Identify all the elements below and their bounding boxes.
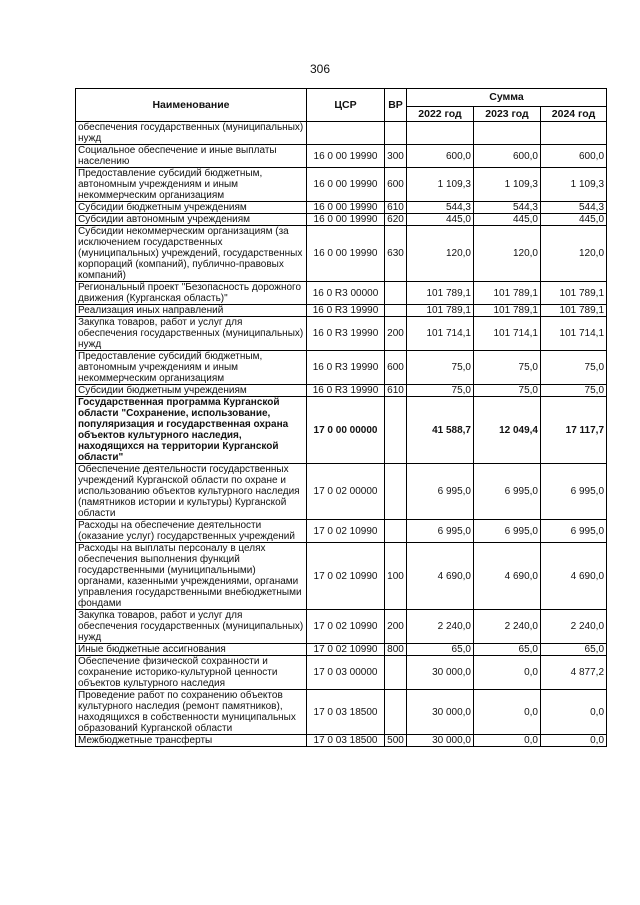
row-2023-cell: 6 995,0 bbox=[474, 464, 541, 520]
row-name-cell: Иные бюджетные ассигнования bbox=[76, 644, 307, 656]
header-2022: 2022 год bbox=[407, 107, 474, 122]
row-vr-cell: 630 bbox=[385, 226, 407, 282]
table-row bbox=[76, 351, 607, 385]
row-name-cell: Государственная программа Курганской области "Сохранение, использование, популяризация и государственная охрана объектов культурного наследия, находящихся на территории Курганской области" bbox=[76, 397, 307, 464]
row-2022-cell: 101 714,1 bbox=[407, 317, 474, 351]
row-csr-cell: 17 0 02 10990 bbox=[307, 610, 385, 644]
row-vr-cell: 100 bbox=[385, 543, 407, 610]
row-2022-cell: 600,0 bbox=[407, 145, 474, 168]
row-2022-cell: 120,0 bbox=[407, 226, 474, 282]
row-vr-cell: 600 bbox=[385, 168, 407, 202]
table-row bbox=[76, 214, 607, 226]
row-vr-cell: 600 bbox=[385, 351, 407, 385]
row-csr-cell: 16 0 00 19990 bbox=[307, 214, 385, 226]
header-2024: 2024 год bbox=[541, 107, 607, 122]
row-2023-cell: 12 049,4 bbox=[474, 397, 541, 464]
row-csr-cell: 16 0 00 19990 bbox=[307, 168, 385, 202]
table-row bbox=[76, 464, 607, 520]
row-2023-cell: 600,0 bbox=[474, 145, 541, 168]
row-csr-cell: 17 0 02 10990 bbox=[307, 520, 385, 543]
row-vr-cell bbox=[385, 690, 407, 735]
table-row bbox=[76, 520, 607, 543]
row-2022-cell: 101 789,1 bbox=[407, 305, 474, 317]
row-2024-cell: 75,0 bbox=[541, 385, 607, 397]
row-csr-cell: 16 0 R3 19990 bbox=[307, 351, 385, 385]
row-2023-cell: 1 109,3 bbox=[474, 168, 541, 202]
row-2024-cell: 17 117,7 bbox=[541, 397, 607, 464]
table-row bbox=[76, 202, 607, 214]
row-2023-cell: 75,0 bbox=[474, 385, 541, 397]
row-2022-cell: 1 109,3 bbox=[407, 168, 474, 202]
row-2023-cell: 2 240,0 bbox=[474, 610, 541, 644]
header-name: Наименование bbox=[76, 89, 307, 122]
table-row bbox=[76, 656, 607, 690]
table-row bbox=[76, 543, 607, 610]
row-csr-cell: 16 0 R3 19990 bbox=[307, 385, 385, 397]
row-2024-cell: 6 995,0 bbox=[541, 520, 607, 543]
header-2023: 2023 год bbox=[474, 107, 541, 122]
row-2024-cell: 445,0 bbox=[541, 214, 607, 226]
row-2022-cell bbox=[407, 122, 474, 145]
table-row bbox=[76, 317, 607, 351]
table-row bbox=[76, 690, 607, 735]
row-2024-cell: 0,0 bbox=[541, 735, 607, 747]
row-2023-cell: 101 789,1 bbox=[474, 282, 541, 305]
row-csr-cell: 16 0 R3 00000 bbox=[307, 282, 385, 305]
table-row bbox=[76, 122, 607, 145]
row-2024-cell: 101 789,1 bbox=[541, 305, 607, 317]
row-vr-cell bbox=[385, 520, 407, 543]
row-csr-cell: 17 0 03 00000 bbox=[307, 656, 385, 690]
table-body bbox=[76, 122, 607, 747]
row-vr-cell bbox=[385, 305, 407, 317]
table-row bbox=[76, 735, 607, 747]
table-row bbox=[76, 282, 607, 305]
row-2024-cell: 4 877,2 bbox=[541, 656, 607, 690]
table-row bbox=[76, 385, 607, 397]
row-name-cell: Обеспечение физической сохранности и сохранение историко-культурной ценности объектов культурного наследия bbox=[76, 656, 307, 690]
row-name-cell: обеспечения государственных (муниципальных) нужд bbox=[76, 122, 307, 145]
table-row bbox=[76, 397, 607, 464]
row-vr-cell: 610 bbox=[385, 202, 407, 214]
row-2022-cell: 65,0 bbox=[407, 644, 474, 656]
row-2023-cell: 0,0 bbox=[474, 735, 541, 747]
row-vr-cell: 620 bbox=[385, 214, 407, 226]
row-vr-cell: 610 bbox=[385, 385, 407, 397]
row-csr-cell: 16 0 00 19990 bbox=[307, 202, 385, 214]
row-2024-cell: 101 714,1 bbox=[541, 317, 607, 351]
table-row bbox=[76, 610, 607, 644]
table-row bbox=[76, 644, 607, 656]
row-vr-cell: 200 bbox=[385, 610, 407, 644]
row-2023-cell: 101 789,1 bbox=[474, 305, 541, 317]
header-sum: Сумма bbox=[407, 89, 607, 107]
row-2024-cell: 4 690,0 bbox=[541, 543, 607, 610]
row-csr-cell: 17 0 03 18500 bbox=[307, 690, 385, 735]
row-2023-cell: 0,0 bbox=[474, 690, 541, 735]
row-name-cell: Закупка товаров, работ и услуг для обеспечения государственных (муниципальных) нужд bbox=[76, 317, 307, 351]
row-2024-cell: 6 995,0 bbox=[541, 464, 607, 520]
row-2022-cell: 4 690,0 bbox=[407, 543, 474, 610]
row-2024-cell: 0,0 bbox=[541, 690, 607, 735]
row-csr-cell: 17 0 02 00000 bbox=[307, 464, 385, 520]
row-csr-cell: 17 0 00 00000 bbox=[307, 397, 385, 464]
row-name-cell: Расходы на выплаты персоналу в целях обеспечения выполнения функций государственными (муниципальными) органами, казенными учреждениями, органами управления государственными внебюджетными фондами bbox=[76, 543, 307, 610]
row-2023-cell: 65,0 bbox=[474, 644, 541, 656]
header-vr: ВР bbox=[385, 89, 407, 122]
row-name-cell: Субсидии некоммерческим организациям (за исключением государственных (муниципальных) учреждений, государственных корпораций (компаний), публично-правовых компаний) bbox=[76, 226, 307, 282]
row-2022-cell: 6 995,0 bbox=[407, 464, 474, 520]
row-vr-cell bbox=[385, 397, 407, 464]
row-name-cell: Межбюджетные трансферты bbox=[76, 735, 307, 747]
row-name-cell: Расходы на обеспечение деятельности (оказание услуг) государственных учреждений bbox=[76, 520, 307, 543]
budget-table bbox=[75, 88, 607, 747]
row-2022-cell: 30 000,0 bbox=[407, 656, 474, 690]
row-name-cell: Предоставление субсидий бюджетным, автономным учреждениям и иным некоммерческим организациям bbox=[76, 351, 307, 385]
row-2023-cell bbox=[474, 122, 541, 145]
row-csr-cell: 17 0 03 18500 bbox=[307, 735, 385, 747]
table-row bbox=[76, 145, 607, 168]
row-name-cell: Субсидии бюджетным учреждениям bbox=[76, 202, 307, 214]
row-name-cell: Предоставление субсидий бюджетным, автономным учреждениям и иным некоммерческим организациям bbox=[76, 168, 307, 202]
row-name-cell: Обеспечение деятельности государственных учреждений Курганской области по охране и использованию объектов культурного наследия (памятников истории и культуры) Курганской области bbox=[76, 464, 307, 520]
row-2023-cell: 75,0 bbox=[474, 351, 541, 385]
row-csr-cell: 16 0 R3 19990 bbox=[307, 317, 385, 351]
row-2022-cell: 75,0 bbox=[407, 351, 474, 385]
row-vr-cell: 300 bbox=[385, 145, 407, 168]
row-name-cell: Субсидии бюджетным учреждениям bbox=[76, 385, 307, 397]
row-2023-cell: 120,0 bbox=[474, 226, 541, 282]
table-row bbox=[76, 226, 607, 282]
row-2022-cell: 75,0 bbox=[407, 385, 474, 397]
row-2024-cell: 600,0 bbox=[541, 145, 607, 168]
row-vr-cell bbox=[385, 464, 407, 520]
table-row bbox=[76, 305, 607, 317]
page-number: 306 bbox=[309, 62, 331, 76]
row-csr-cell: 16 0 00 19990 bbox=[307, 226, 385, 282]
row-csr-cell: 16 0 00 19990 bbox=[307, 145, 385, 168]
row-2024-cell: 75,0 bbox=[541, 351, 607, 385]
row-csr-cell: 16 0 R3 19990 bbox=[307, 305, 385, 317]
row-2024-cell: 101 789,1 bbox=[541, 282, 607, 305]
table-row bbox=[76, 168, 607, 202]
row-2023-cell: 0,0 bbox=[474, 656, 541, 690]
row-2022-cell: 544,3 bbox=[407, 202, 474, 214]
row-name-cell: Проведение работ по сохранению объектов культурного наследия (ремонт памятников), находящихся в собственности муниципальных образований Курганской области bbox=[76, 690, 307, 735]
row-vr-cell: 500 bbox=[385, 735, 407, 747]
row-vr-cell bbox=[385, 282, 407, 305]
row-2023-cell: 445,0 bbox=[474, 214, 541, 226]
row-2023-cell: 544,3 bbox=[474, 202, 541, 214]
row-2022-cell: 2 240,0 bbox=[407, 610, 474, 644]
row-2024-cell bbox=[541, 122, 607, 145]
row-2023-cell: 6 995,0 bbox=[474, 520, 541, 543]
header-csr: ЦСР bbox=[307, 89, 385, 122]
row-2022-cell: 6 995,0 bbox=[407, 520, 474, 543]
row-name-cell: Региональный проект "Безопасность дорожного движения (Курганская область)" bbox=[76, 282, 307, 305]
row-2022-cell: 445,0 bbox=[407, 214, 474, 226]
row-2022-cell: 30 000,0 bbox=[407, 735, 474, 747]
row-vr-cell: 200 bbox=[385, 317, 407, 351]
row-vr-cell bbox=[385, 122, 407, 145]
row-name-cell: Субсидии автономным учреждениям bbox=[76, 214, 307, 226]
row-2024-cell: 544,3 bbox=[541, 202, 607, 214]
row-name-cell: Реализация иных направлений bbox=[76, 305, 307, 317]
row-vr-cell bbox=[385, 656, 407, 690]
row-2024-cell: 1 109,3 bbox=[541, 168, 607, 202]
row-vr-cell: 800 bbox=[385, 644, 407, 656]
row-2023-cell: 101 714,1 bbox=[474, 317, 541, 351]
row-2022-cell: 101 789,1 bbox=[407, 282, 474, 305]
row-2024-cell: 65,0 bbox=[541, 644, 607, 656]
row-name-cell: Закупка товаров, работ и услуг для обеспечения государственных (муниципальных) нужд bbox=[76, 610, 307, 644]
row-2022-cell: 30 000,0 bbox=[407, 690, 474, 735]
row-csr-cell: 17 0 02 10990 bbox=[307, 543, 385, 610]
row-2023-cell: 4 690,0 bbox=[474, 543, 541, 610]
row-2024-cell: 2 240,0 bbox=[541, 610, 607, 644]
row-2022-cell: 41 588,7 bbox=[407, 397, 474, 464]
row-csr-cell bbox=[307, 122, 385, 145]
row-csr-cell: 17 0 02 10990 bbox=[307, 644, 385, 656]
row-name-cell: Социальное обеспечение и иные выплаты населению bbox=[76, 145, 307, 168]
row-2024-cell: 120,0 bbox=[541, 226, 607, 282]
